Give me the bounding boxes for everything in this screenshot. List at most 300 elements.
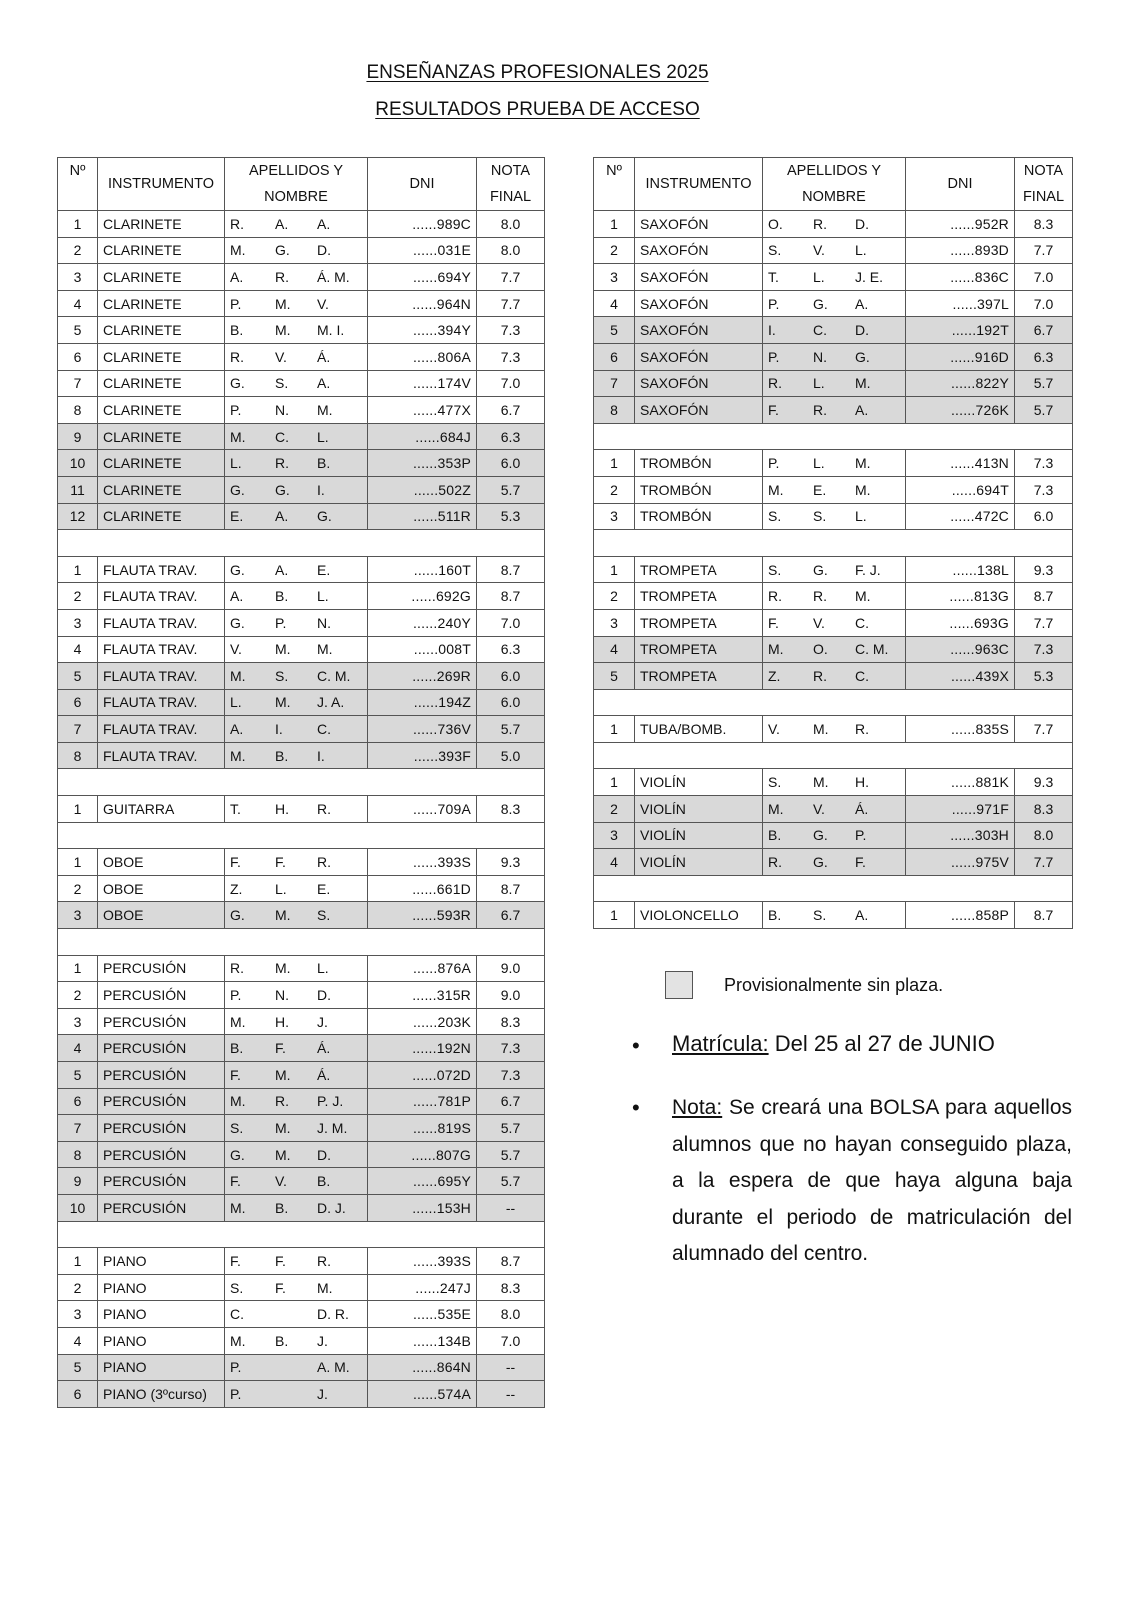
grade-cell: 7.3 <box>1015 450 1073 477</box>
grade-cell: 7.7 <box>477 290 545 317</box>
table-row <box>58 423 545 450</box>
instrument-cell: TROMPETA <box>635 556 763 583</box>
grade-cell: 9.3 <box>1015 769 1073 796</box>
dni-cell: ......806A <box>368 343 477 370</box>
name-initial-1: M. <box>230 242 246 259</box>
grade-cell: 9.3 <box>1015 556 1073 583</box>
name-initial-3: Á. <box>855 800 869 817</box>
dni-cell: ......881K <box>906 769 1015 796</box>
instrument-cell: CLARINETE <box>98 423 225 450</box>
dni-cell: ......807G <box>368 1141 477 1168</box>
row-number: 4 <box>58 1035 98 1062</box>
name-cell <box>225 1008 368 1035</box>
name-cell <box>225 1141 368 1168</box>
name-initial-3: G. <box>855 348 870 365</box>
instrument-cell: TROMBÓN <box>635 503 763 530</box>
name-initial-3: F. J. <box>855 561 881 578</box>
name-initial-1: P. <box>230 1359 242 1376</box>
name-initial-1: I. <box>768 322 776 339</box>
table-row <box>594 450 1073 477</box>
instrument-cell: TROMPETA <box>635 609 763 636</box>
dni-cell: ......593R <box>368 902 477 929</box>
group-spacer-row <box>58 822 545 849</box>
group-spacer-row <box>58 530 545 557</box>
dni-cell: ......694T <box>906 476 1015 503</box>
name-initial-3: R. <box>855 721 869 738</box>
name-initial-1: Z. <box>768 667 781 684</box>
grade-cell: 6.3 <box>1015 343 1073 370</box>
grade-cell: 7.3 <box>477 317 545 344</box>
table-row <box>58 663 545 690</box>
instrument-cell: SAXOFÓN <box>635 317 763 344</box>
grade-cell: 8.7 <box>1015 902 1073 929</box>
row-number: 8 <box>58 1141 98 1168</box>
row-number: 5 <box>58 1062 98 1089</box>
name-initial-3: M. <box>317 641 333 658</box>
name-initial-2: V. <box>275 348 287 365</box>
instrument-cell: VIOLONCELLO <box>635 902 763 929</box>
name-initial-3: J. <box>317 1013 328 1030</box>
row-number: 1 <box>58 796 98 823</box>
table-row <box>58 1381 545 1408</box>
grade-cell: 7.0 <box>477 1327 545 1354</box>
instrument-cell: FLAUTA TRAV. <box>98 689 225 716</box>
row-number: 3 <box>58 1301 98 1328</box>
dni-cell: ......353P <box>368 450 477 477</box>
name-initial-2: R. <box>813 215 827 232</box>
name-initial-1: P. <box>768 455 780 472</box>
name-initial-3: A. <box>317 215 331 232</box>
row-number: 7 <box>58 370 98 397</box>
name-initial-1: M. <box>230 1199 246 1216</box>
instrument-cell: OBOE <box>98 849 225 876</box>
grade-cell: 5.7 <box>477 476 545 503</box>
name-initial-1: G. <box>230 481 245 498</box>
name-initial-1: R. <box>230 348 244 365</box>
name-initial-2: L. <box>813 268 825 285</box>
name-initial-3: F. <box>855 854 866 871</box>
table-body-left <box>58 211 545 1408</box>
name-initial-1: S. <box>768 508 782 525</box>
dni-cell: ......138L <box>906 556 1015 583</box>
name-initial-1: B. <box>230 1040 244 1057</box>
name-initial-3: M. <box>855 481 871 498</box>
name-initial-2: B. <box>275 588 289 605</box>
instrument-cell: FLAUTA TRAV. <box>98 556 225 583</box>
row-number: 3 <box>58 264 98 291</box>
instrument-cell: PERCUSIÓN <box>98 1088 225 1115</box>
row-number: 6 <box>58 1088 98 1115</box>
instrument-cell: FLAUTA TRAV. <box>98 663 225 690</box>
results-table-right <box>593 157 1073 929</box>
instrument-cell: OBOE <box>98 902 225 929</box>
table-row <box>594 556 1073 583</box>
name-initial-3: R. <box>317 1252 331 1269</box>
dni-cell: ......315R <box>368 982 477 1009</box>
table-row <box>594 237 1073 264</box>
table-row <box>58 1327 545 1354</box>
grade-cell: 8.3 <box>1015 211 1073 238</box>
name-initial-3: J. M. <box>317 1119 348 1136</box>
name-initial-3: M. <box>317 1279 333 1296</box>
header-num: Nº <box>594 158 635 211</box>
name-initial-1: G. <box>230 907 245 924</box>
name-initial-2: O. <box>813 641 828 658</box>
dni-cell: ......511R <box>368 503 477 530</box>
name-initial-1: M. <box>768 481 784 498</box>
instrument-cell: GUITARRA <box>98 796 225 823</box>
grade-cell: 6.3 <box>477 423 545 450</box>
table-row <box>58 1301 545 1328</box>
dni-cell: ......684J <box>368 423 477 450</box>
name-initial-2: G. <box>275 242 290 259</box>
name-initial-2: M. <box>275 1146 291 1163</box>
name-initial-2: V. <box>275 1173 287 1190</box>
spacer-cell <box>594 742 1073 769</box>
name-initial-2: R. <box>813 588 827 605</box>
name-initial-1: C. <box>230 1306 244 1323</box>
grade-cell: 7.7 <box>1015 237 1073 264</box>
row-number: 6 <box>58 1381 98 1408</box>
instrument-cell: SAXOFÓN <box>635 397 763 424</box>
name-initial-1: F. <box>230 1252 241 1269</box>
name-initial-3: D. <box>855 322 869 339</box>
name-initial-3: P. <box>855 827 867 844</box>
name-initial-1: L. <box>230 455 242 472</box>
name-initial-3: R. <box>317 800 331 817</box>
table-row <box>58 1062 545 1089</box>
row-number: 7 <box>58 1115 98 1142</box>
grade-cell: 8.7 <box>477 875 545 902</box>
row-number: 1 <box>594 556 635 583</box>
row-number: 3 <box>58 609 98 636</box>
table-row <box>594 317 1073 344</box>
instrument-cell: FLAUTA TRAV. <box>98 583 225 610</box>
header-name-line2: NOMBRE <box>264 189 328 205</box>
table-row <box>58 397 545 424</box>
dni-cell: ......394Y <box>368 317 477 344</box>
name-initial-3: C. M. <box>855 641 889 658</box>
name-cell <box>763 849 906 876</box>
name-initial-3: M. <box>855 455 871 472</box>
grade-cell: 7.7 <box>1015 716 1073 743</box>
name-initial-1: M. <box>230 667 246 684</box>
dni-cell: ......574A <box>368 1381 477 1408</box>
dni-cell: ......709A <box>368 796 477 823</box>
name-initial-3: Á. <box>317 348 331 365</box>
row-number: 3 <box>58 1008 98 1035</box>
name-initial-1: T. <box>230 800 241 817</box>
dni-cell: ......269R <box>368 663 477 690</box>
instrument-cell: CLARINETE <box>98 370 225 397</box>
row-number: 1 <box>594 769 635 796</box>
instrument-cell: SAXOFÓN <box>635 343 763 370</box>
header-grade-line2: FINAL <box>1022 189 1065 205</box>
name-initial-3: L. <box>317 960 329 977</box>
name-initial-2: H. <box>275 800 289 817</box>
name-cell <box>763 370 906 397</box>
dni-cell: ......975V <box>906 849 1015 876</box>
grade-cell: 7.3 <box>477 343 545 370</box>
table-row <box>58 875 545 902</box>
grade-cell: 5.7 <box>1015 397 1073 424</box>
grade-cell: 5.3 <box>477 503 545 530</box>
name-initial-2: A. <box>275 508 289 525</box>
spacer-cell <box>594 689 1073 716</box>
name-initial-1: F. <box>768 401 779 418</box>
row-number: 3 <box>594 503 635 530</box>
grade-cell: 7.0 <box>477 370 545 397</box>
row-number: 3 <box>58 902 98 929</box>
name-initial-1: F. <box>768 614 779 631</box>
name-initial-1: G. <box>230 1146 245 1163</box>
dni-cell: ......174V <box>368 370 477 397</box>
instrument-cell: PERCUSIÓN <box>98 1194 225 1221</box>
instrument-cell: SAXOFÓN <box>635 370 763 397</box>
name-initial-2: M. <box>275 1119 291 1136</box>
grade-cell: 6.0 <box>477 450 545 477</box>
name-initial-1: S. <box>768 561 782 578</box>
dni-cell: ......736V <box>368 716 477 743</box>
name-initial-3: Á. <box>317 1066 331 1083</box>
dni-cell: ......813G <box>906 583 1015 610</box>
name-initial-3: D. J. <box>317 1199 346 1216</box>
name-initial-2: M. <box>275 1066 291 1083</box>
name-cell <box>225 1035 368 1062</box>
table-row <box>58 503 545 530</box>
row-number: 4 <box>58 636 98 663</box>
instrument-cell: PIANO <box>98 1274 225 1301</box>
table-row <box>58 237 545 264</box>
instrument-cell: TROMPETA <box>635 583 763 610</box>
instrument-cell: TUBA/BOMB. <box>635 716 763 743</box>
table-row <box>594 343 1073 370</box>
header-grade-line2: FINAL <box>489 189 532 205</box>
name-cell <box>225 1381 368 1408</box>
name-initial-2: L. <box>813 455 825 472</box>
grade-cell: 8.3 <box>477 1274 545 1301</box>
name-cell <box>763 609 906 636</box>
name-initial-2: M. <box>275 907 291 924</box>
grade-cell: 7.0 <box>1015 290 1073 317</box>
row-number: 6 <box>58 689 98 716</box>
instrument-cell: FLAUTA TRAV. <box>98 636 225 663</box>
name-initial-1: R. <box>768 375 782 392</box>
name-initial-3: C. M. <box>317 667 351 684</box>
dni-cell: ......876A <box>368 955 477 982</box>
instrument-cell: PERCUSIÓN <box>98 1168 225 1195</box>
group-spacer-row <box>594 689 1073 716</box>
name-cell <box>225 1327 368 1354</box>
name-initial-1: S. <box>768 774 782 791</box>
name-initial-2: L. <box>813 375 825 392</box>
dni-cell: ......693G <box>906 609 1015 636</box>
page-subtitle: RESULTADOS PRUEBA DE ACCESO <box>375 99 700 120</box>
name-initial-2: M. <box>275 322 291 339</box>
table-row <box>594 849 1073 876</box>
row-number: 7 <box>58 716 98 743</box>
name-initial-2: G. <box>813 561 828 578</box>
dni-cell: ......971F <box>906 796 1015 823</box>
name-initial-2: M. <box>813 721 829 738</box>
name-cell <box>763 503 906 530</box>
name-cell <box>225 237 368 264</box>
row-number: 8 <box>58 397 98 424</box>
row-number: 5 <box>58 663 98 690</box>
row-number: 5 <box>594 317 635 344</box>
row-number: 1 <box>58 955 98 982</box>
table-row <box>594 476 1073 503</box>
dni-cell: ......502Z <box>368 476 477 503</box>
name-initial-3: Á. M. <box>317 268 350 285</box>
header-grade <box>477 158 545 211</box>
grade-cell: 7.3 <box>477 1035 545 1062</box>
name-initial-2: F. <box>275 1252 286 1269</box>
name-cell <box>763 769 906 796</box>
grade-cell: 5.7 <box>477 1115 545 1142</box>
dni-cell: ......439X <box>906 663 1015 690</box>
name-initial-3: C. <box>855 614 869 631</box>
name-initial-1: S. <box>768 242 782 259</box>
matricula-label: Matrícula: <box>672 1031 769 1056</box>
name-cell <box>225 264 368 291</box>
grade-cell: 5.7 <box>477 716 545 743</box>
name-initial-1: S. <box>230 1119 244 1136</box>
instrument-cell: CLARINETE <box>98 503 225 530</box>
name-cell <box>225 742 368 769</box>
row-number: 4 <box>594 290 635 317</box>
provisional-swatch <box>665 971 693 999</box>
table-row <box>594 663 1073 690</box>
row-number: 9 <box>58 423 98 450</box>
row-number: 2 <box>594 237 635 264</box>
grade-cell: 6.7 <box>477 397 545 424</box>
instrument-cell: TROMBÓN <box>635 476 763 503</box>
name-cell <box>225 317 368 344</box>
name-initial-3: D. R. <box>317 1306 349 1323</box>
name-initial-1: F. <box>230 854 241 871</box>
header-name-line1: APELLIDOS Y <box>248 163 344 179</box>
grade-cell: 9.3 <box>477 849 545 876</box>
group-spacer-row <box>58 1221 545 1248</box>
dni-cell: ......952R <box>906 211 1015 238</box>
name-initial-3: S. <box>317 907 331 924</box>
header-grade-line1: NOTA <box>1023 163 1064 179</box>
name-initial-1: Z. <box>230 880 243 897</box>
grade-cell: 7.3 <box>1015 476 1073 503</box>
name-cell <box>225 343 368 370</box>
grade-cell: 8.3 <box>1015 796 1073 823</box>
row-number: 7 <box>594 370 635 397</box>
dni-cell: ......835S <box>906 716 1015 743</box>
row-number: 10 <box>58 450 98 477</box>
row-number: 4 <box>58 290 98 317</box>
instrument-cell: SAXOFÓN <box>635 237 763 264</box>
name-initial-2: S. <box>275 375 289 392</box>
dni-cell: ......963C <box>906 636 1015 663</box>
name-initial-3: D. <box>855 215 869 232</box>
page-title: ENSEÑANZAS PROFESIONALES 2025 <box>366 62 709 83</box>
spacer-cell <box>594 875 1073 902</box>
instrument-cell: FLAUTA TRAV. <box>98 742 225 769</box>
grade-cell: 7.0 <box>1015 264 1073 291</box>
table-row <box>58 716 545 743</box>
dni-cell: ......864N <box>368 1354 477 1381</box>
name-initial-3: M. <box>317 401 333 418</box>
name-initial-2: H. <box>275 1013 289 1030</box>
table-row <box>594 290 1073 317</box>
name-cell <box>225 450 368 477</box>
name-initial-2: V. <box>813 614 825 631</box>
name-initial-3: L. <box>855 242 867 259</box>
instrument-cell: CLARINETE <box>98 397 225 424</box>
row-number: 12 <box>58 503 98 530</box>
row-number: 2 <box>58 237 98 264</box>
instrument-cell: PERCUSIÓN <box>98 955 225 982</box>
dni-cell: ......893D <box>906 237 1015 264</box>
bullet-icon: • <box>632 1033 640 1058</box>
dni-cell: ......192T <box>906 317 1015 344</box>
dni-cell: ......694Y <box>368 264 477 291</box>
row-number: 2 <box>594 796 635 823</box>
grade-cell: 8.7 <box>1015 583 1073 610</box>
row-number: 3 <box>594 264 635 291</box>
name-cell <box>225 849 368 876</box>
table-row <box>58 370 545 397</box>
instrument-cell: TROMBÓN <box>635 450 763 477</box>
dni-cell: ......303H <box>906 822 1015 849</box>
nota-paragraph <box>672 1090 1072 1273</box>
name-initial-3: C. <box>317 721 331 738</box>
name-initial-2: N. <box>275 401 289 418</box>
dni-cell: ......072D <box>368 1062 477 1089</box>
grade-cell: 8.7 <box>477 583 545 610</box>
dni-cell: ......203K <box>368 1008 477 1035</box>
dni-cell: ......695Y <box>368 1168 477 1195</box>
table-row <box>58 1141 545 1168</box>
instrument-cell: CLARINETE <box>98 290 225 317</box>
name-cell <box>225 211 368 238</box>
name-initial-1: R. <box>768 588 782 605</box>
instrument-cell: TROMPETA <box>635 663 763 690</box>
instrument-cell: PERCUSIÓN <box>98 1115 225 1142</box>
name-cell <box>763 902 906 929</box>
table-row <box>58 1354 545 1381</box>
name-cell <box>225 1115 368 1142</box>
name-initial-3: J. <box>317 1385 328 1402</box>
name-initial-1: M. <box>768 800 784 817</box>
row-number: 1 <box>594 716 635 743</box>
name-cell <box>225 503 368 530</box>
name-initial-1: P. <box>768 348 780 365</box>
name-cell <box>763 290 906 317</box>
name-initial-1: M. <box>230 1013 246 1030</box>
table-row <box>58 343 545 370</box>
name-initial-3: M. <box>855 588 871 605</box>
dni-cell: ......031E <box>368 237 477 264</box>
name-cell <box>225 370 368 397</box>
table-body-right <box>594 211 1073 929</box>
name-initial-2: R. <box>275 1093 289 1110</box>
group-spacer-row <box>594 530 1073 557</box>
group-spacer-row <box>58 929 545 956</box>
bullet-icon: • <box>632 1095 640 1120</box>
instrument-cell: FLAUTA TRAV. <box>98 609 225 636</box>
grade-cell: 6.0 <box>477 663 545 690</box>
row-number: 2 <box>594 583 635 610</box>
name-initial-2: C. <box>813 322 827 339</box>
name-initial-2: M. <box>813 774 829 791</box>
